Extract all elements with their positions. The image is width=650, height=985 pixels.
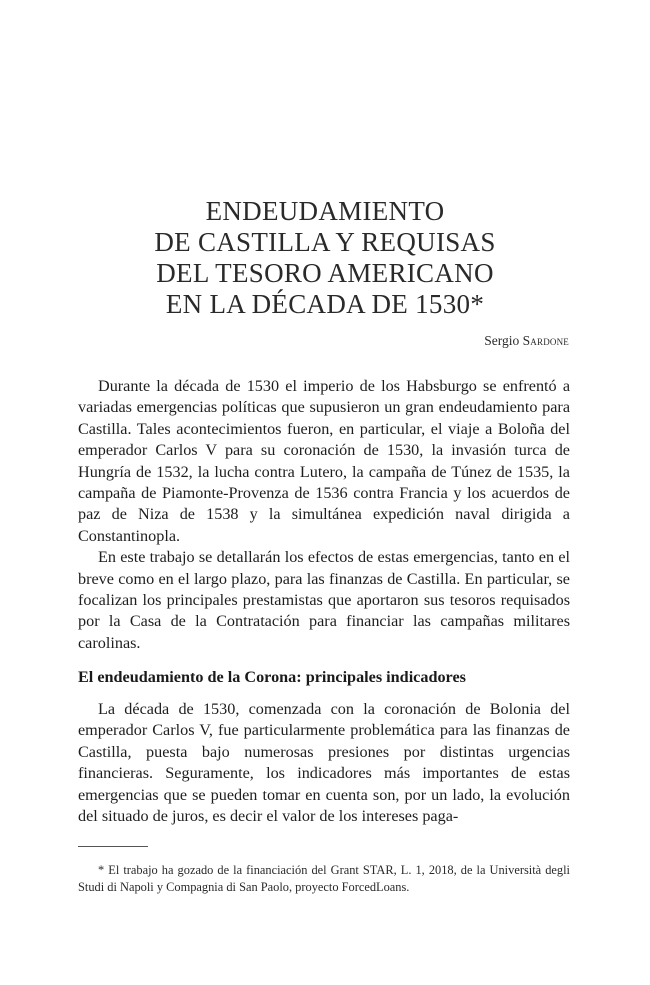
footnote: * El trabajo ha gozado de la financiación del Grant STAR, L. 1, 2018, de la Università degli Studi di Napoli y Compagnia di San Paolo, proyecto ForcedLoans. (78, 863, 570, 894)
title-line: DE CASTILLA Y REQUISAS (154, 227, 496, 257)
footnote-separator (78, 846, 148, 847)
author-byline (484, 333, 569, 349)
section-paragraph: La década de 1530, comenzada con la coronación de Bolonia del emperador Carlos V, fue particularmente problemática para las finanzas de Castilla, puesta bajo numerosas presiones por distintas urgencias financieras. Seguramente, los indicadores más importantes de estas emergencias que se pueden tomar en cuenta son, por un lado, la evolución del situado de juros, es decir el valor de los intereses paga- (78, 700, 570, 826)
abstract (78, 376, 570, 654)
author-surname: Sardone (522, 333, 569, 348)
title-line: DEL TESORO AMERICANO (156, 258, 494, 288)
title-line: EN LA DÉCADA DE 1530* (165, 289, 485, 319)
article-title (80, 196, 570, 320)
abstract-paragraph: Durante la década de 1530 el imperio de los Habsburgo se enfrentó a variadas emergencias políticas que supusieron un gran endeudamiento para Castilla. Tales acontecimientos fueron, en particular, el viaje a Boloña del emperador Carlos V para su coronación de 1530, la invasión turca de Hungría de 1532, la lucha contra Lutero, la campaña de Túnez de 1535, la campaña de Piamonte-Provenza de 1536 contra Francia y los acuerdos de paz de Niza de 1538 y la simultánea expedición naval dirigida a Constantinopla. (78, 377, 570, 545)
title-line: ENDEUDAMIENTO (205, 196, 445, 226)
author-given-name: Sergio (484, 333, 520, 348)
section-heading: El endeudamiento de la Corona: principales indicadores (78, 668, 466, 686)
section-body (78, 699, 570, 827)
abstract-paragraph: En este trabajo se detallarán los efectos de estas emergencias, tanto en el breve como en el largo plazo, para las finanzas de Castilla. En particular, se focalizan los principales prestamistas que aportaron sus tesoros requisados por la Casa de la Contratación para financiar las campañas militares carolinas. (78, 548, 570, 652)
